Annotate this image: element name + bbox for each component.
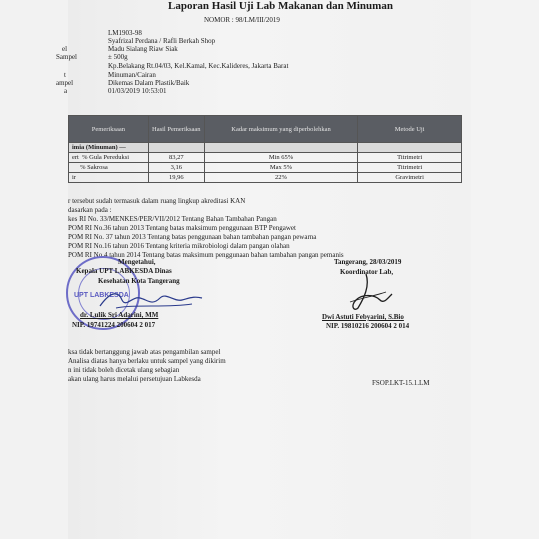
footer-note: akan ulang harus melalui persetujuan Labkesda [68, 375, 201, 383]
signature-left-image [96, 286, 206, 314]
report-title: Laporan Hasil Uji Lab Makanan dan Minuman [168, 0, 393, 12]
table-row [69, 163, 462, 173]
right-margin [471, 0, 539, 539]
info-label: t [64, 71, 66, 79]
col-header: Pemeriksaan [69, 116, 149, 143]
result-value: 3,16 [148, 163, 204, 173]
sign-left-line1: Mengetahui, [118, 258, 156, 266]
packaging: Dikemas Dalam Plastik/Baik [108, 79, 190, 87]
sample-amount: ± 500g [108, 53, 128, 61]
customer-address: Kp.Belakang Rt.04/03, Kel.Kamal, Kec.Kalideres, Jakarta Barat [108, 62, 289, 70]
lab-code: LM1903-98 [108, 29, 142, 37]
category-row [69, 143, 462, 153]
col-header: Metode Uji [358, 116, 462, 143]
limit-value: 22% [204, 173, 358, 183]
method-value: Titrimetri [358, 163, 462, 173]
report-number: NOMOR : 98/LM/III/2019 [204, 16, 280, 24]
info-label: Sampel [56, 53, 77, 61]
form-code: FSOP.LKT-15.1.LM [372, 379, 430, 387]
row-prefix: ert [72, 154, 79, 161]
info-label: a [64, 87, 68, 95]
results-table [68, 115, 462, 183]
sign-left-line2: Kepala UPT LABKESDA Dinas [76, 267, 172, 275]
limit-value: Min 65% [204, 153, 358, 163]
note-line: dasarkan pada : [68, 206, 112, 214]
footer-note: Analisa diatas hanya berlaku untuk sampel yang dikirim [68, 357, 226, 365]
info-label: el [62, 45, 68, 53]
col-header: Kadar maksimum yang diperbolehkan [204, 116, 358, 143]
sample-name: Madu Sialang Riaw Siak [108, 45, 178, 53]
footer-note: ksa tidak bertanggung jawab atas pengambilan sampel [68, 348, 221, 356]
note-line: POM RI No.4 tahun 2014 Tentang batas maksimum penggunaan bahan tambahan pangan pemanis [68, 251, 344, 259]
note-line: r tersebut sudah termasuk dalam ruang lingkup akreditasi KAN [68, 197, 246, 205]
table-header-row [69, 116, 462, 143]
info-label: ampel [56, 79, 74, 87]
report-paper [56, 0, 471, 539]
limit-value: Max 5% [204, 163, 358, 173]
note-line: POM RI No.36 tahun 2013 Tentang batas maksimum penggunaan BTP Pengawet [68, 224, 296, 232]
stamp-text: UPT LABKESDA [74, 292, 129, 299]
parameter-name: % Gula Pereduksi [82, 154, 130, 161]
signature-right-image [340, 272, 400, 314]
method-value: Gravimetri [358, 173, 462, 183]
footer-note: n ini tidak boleh dicetak ulang sebagian [68, 366, 180, 374]
category-label: imia (Minuman) — [69, 143, 149, 153]
sign-left-line3: Kesehatan Kota Tangerang [98, 277, 180, 285]
sign-left-name: dr. Lulik Sri Adarini, MM [80, 311, 159, 319]
sign-right-nip: NIP. 19810216 200604 2 014 [326, 322, 410, 330]
table-row [69, 173, 462, 183]
sign-right-role: Koordinator Lab, [340, 268, 394, 276]
customer-name: Syafrizal Perdana / Rafli Berkah Shop [108, 37, 216, 45]
sign-right-date: Tangerang, 28/03/2019 [334, 258, 402, 266]
col-header: Hasil Pemeriksaan [148, 116, 204, 143]
sign-left-nip: NIP. 19741224 200604 2 017 [72, 321, 156, 329]
sign-right-name: Dwi Astuti Febyarini, S.Bio [322, 313, 404, 321]
result-value: 19,96 [148, 173, 204, 183]
note-line: kes RI No. 33/MENKES/PER/VII/2012 Tentang Bahan Tambahan Pangan [68, 215, 277, 223]
note-line: POM RI No. 37 tahun 2013 Tentang batas penggunaan bahan tambahan pangan pewarna [68, 233, 317, 241]
received-date: 01/03/2019 10:53:01 [108, 87, 167, 95]
row-prefix: ir [72, 174, 76, 181]
result-value: 83,27 [148, 153, 204, 163]
method-value: Titrimetri [358, 153, 462, 163]
table-row [69, 153, 462, 163]
note-line: POM RI No.16 tahun 2016 Tentang kriteria mikrobiologi dalam pangan olahan [68, 242, 290, 250]
parameter-name: % Sakrosa [80, 164, 108, 171]
sample-type: Minuman/Cairan [108, 71, 156, 79]
